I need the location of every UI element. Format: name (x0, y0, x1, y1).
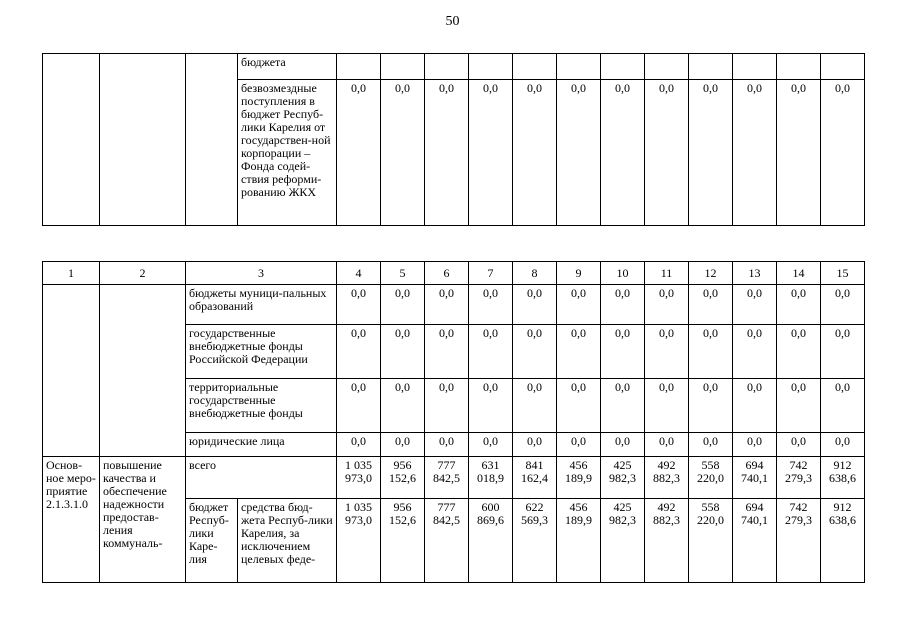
value-cell: 0,0 (645, 325, 689, 379)
row-label: бюджета (238, 54, 337, 80)
value-cell: 492 882,3 (645, 499, 689, 583)
value-cell: 0,0 (337, 433, 381, 457)
value-cell: 0,0 (513, 285, 557, 325)
value-cell: 0,0 (777, 379, 821, 433)
value-cell: 456 189,9 (557, 457, 601, 499)
value-cell: 0,0 (733, 285, 777, 325)
value-cell: 0,0 (689, 433, 733, 457)
value-cell: 0,0 (733, 80, 777, 226)
value-cell: 956 152,6 (381, 499, 425, 583)
value-cell: 0,0 (513, 80, 557, 226)
value-cell: 0,0 (513, 433, 557, 457)
value-cell: 912 638,6 (821, 499, 865, 583)
value-cell: 0,0 (601, 379, 645, 433)
value-cell: 912 638,6 (821, 457, 865, 499)
value-cell: 425 982,3 (601, 499, 645, 583)
value-cell: 841 162,4 (513, 457, 557, 499)
value-cell: 694 740,1 (733, 457, 777, 499)
row-label: всего (186, 457, 337, 499)
value-cell: 0,0 (469, 285, 513, 325)
value-cell: 0,0 (381, 80, 425, 226)
value-cell: 0,0 (337, 80, 381, 226)
table-row (43, 285, 865, 325)
row-label: юридические лица (186, 433, 337, 457)
value-cell: 0,0 (689, 80, 733, 226)
column-header: 5 (381, 262, 425, 285)
value-cell: 622 569,3 (513, 499, 557, 583)
value-cell: 0,0 (821, 80, 865, 226)
value-cell: 0,0 (601, 325, 645, 379)
value-cell: 0,0 (645, 80, 689, 226)
value-cell: 0,0 (557, 80, 601, 226)
column-header: 10 (601, 262, 645, 285)
value-cell: 0,0 (733, 433, 777, 457)
value-cell: 0,0 (733, 325, 777, 379)
value-cell: 0,0 (821, 379, 865, 433)
value-cell: 0,0 (777, 285, 821, 325)
row-label: бюджеты муници-пальных образований (186, 285, 337, 325)
value-cell: 0,0 (425, 379, 469, 433)
column-header: 4 (337, 262, 381, 285)
value-cell: 0,0 (337, 379, 381, 433)
table-row (43, 457, 865, 499)
value-cell: 956 152,6 (381, 457, 425, 499)
value-cell: 0,0 (469, 379, 513, 433)
value-cell: 0,0 (513, 325, 557, 379)
value-cell: 0,0 (689, 325, 733, 379)
value-cell: 558 220,0 (689, 457, 733, 499)
value-cell: 0,0 (469, 433, 513, 457)
budget-label: бюджет Респуб-лики Каре-лия (186, 499, 238, 583)
value-cell: 0,0 (821, 433, 865, 457)
value-cell: 0,0 (601, 80, 645, 226)
value-cell: 0,0 (425, 285, 469, 325)
column-header: 12 (689, 262, 733, 285)
column-header: 2 (100, 262, 186, 285)
value-cell: 0,0 (557, 379, 601, 433)
column-header: 14 (777, 262, 821, 285)
column-header: 7 (469, 262, 513, 285)
measure-status: Основ-ное меро-приятие 2.1.3.1.0 (43, 457, 100, 583)
column-header: 11 (645, 262, 689, 285)
value-cell: 0,0 (645, 379, 689, 433)
value-cell: 0,0 (777, 325, 821, 379)
column-header: 15 (821, 262, 865, 285)
value-cell: 742 279,3 (777, 499, 821, 583)
value-cell: 0,0 (557, 433, 601, 457)
value-cell: 425 982,3 (601, 457, 645, 499)
value-cell: 492 882,3 (645, 457, 689, 499)
value-cell: 558 220,0 (689, 499, 733, 583)
value-cell: 0,0 (337, 325, 381, 379)
value-cell: 0,0 (557, 325, 601, 379)
value-cell: 0,0 (469, 80, 513, 226)
value-cell: 0,0 (645, 285, 689, 325)
column-header: 1 (43, 262, 100, 285)
value-cell: 0,0 (689, 379, 733, 433)
value-cell: 0,0 (821, 285, 865, 325)
value-cell: 1 035 973,0 (337, 499, 381, 583)
value-cell: 0,0 (777, 80, 821, 226)
value-cell: 0,0 (557, 285, 601, 325)
value-cell: 694 740,1 (733, 499, 777, 583)
header-row (43, 262, 865, 285)
value-cell: 0,0 (381, 325, 425, 379)
value-cell: 0,0 (381, 433, 425, 457)
row-label: территориальные государственные внебюджетные фонды (186, 379, 337, 433)
value-cell: 1 035 973,0 (337, 457, 381, 499)
row-label: безвозмездные поступления в бюджет Респуб-лики Карелия от государствен-ной корпорации – Фонда содей-ствия реформи-рованию ЖКХ (238, 80, 337, 226)
value-cell: 0,0 (821, 325, 865, 379)
measure-name: повышение качества и обеспечение надежности предостав-ления коммуналь- (100, 457, 186, 583)
value-cell: 0,0 (469, 325, 513, 379)
value-cell: 0,0 (645, 433, 689, 457)
table-row (43, 54, 865, 80)
value-cell: 0,0 (425, 325, 469, 379)
value-cell: 0,0 (337, 285, 381, 325)
value-cell: 742 279,3 (777, 457, 821, 499)
column-header: 9 (557, 262, 601, 285)
page-number: 50 (445, 14, 460, 29)
continued-table (42, 53, 865, 226)
value-cell: 0,0 (425, 433, 469, 457)
value-cell: 777 842,5 (425, 499, 469, 583)
row-label: средства бюд-жета Респуб-лики Карелия, за исключением целевых феде- (238, 499, 337, 583)
value-cell: 0,0 (381, 285, 425, 325)
value-cell: 0,0 (425, 80, 469, 226)
funding-table (42, 261, 865, 583)
value-cell: 0,0 (733, 379, 777, 433)
value-cell: 600 869,6 (469, 499, 513, 583)
value-cell: 0,0 (689, 285, 733, 325)
value-cell: 456 189,9 (557, 499, 601, 583)
row-label: государственные внебюджетные фонды Российской Федерации (186, 325, 337, 379)
column-header: 13 (733, 262, 777, 285)
column-header: 8 (513, 262, 557, 285)
column-header: 3 (186, 262, 337, 285)
value-cell: 0,0 (513, 379, 557, 433)
value-cell: 0,0 (381, 379, 425, 433)
value-cell: 0,0 (601, 285, 645, 325)
column-header: 6 (425, 262, 469, 285)
value-cell: 631 018,9 (469, 457, 513, 499)
value-cell: 0,0 (777, 433, 821, 457)
value-cell: 0,0 (601, 433, 645, 457)
value-cell: 777 842,5 (425, 457, 469, 499)
